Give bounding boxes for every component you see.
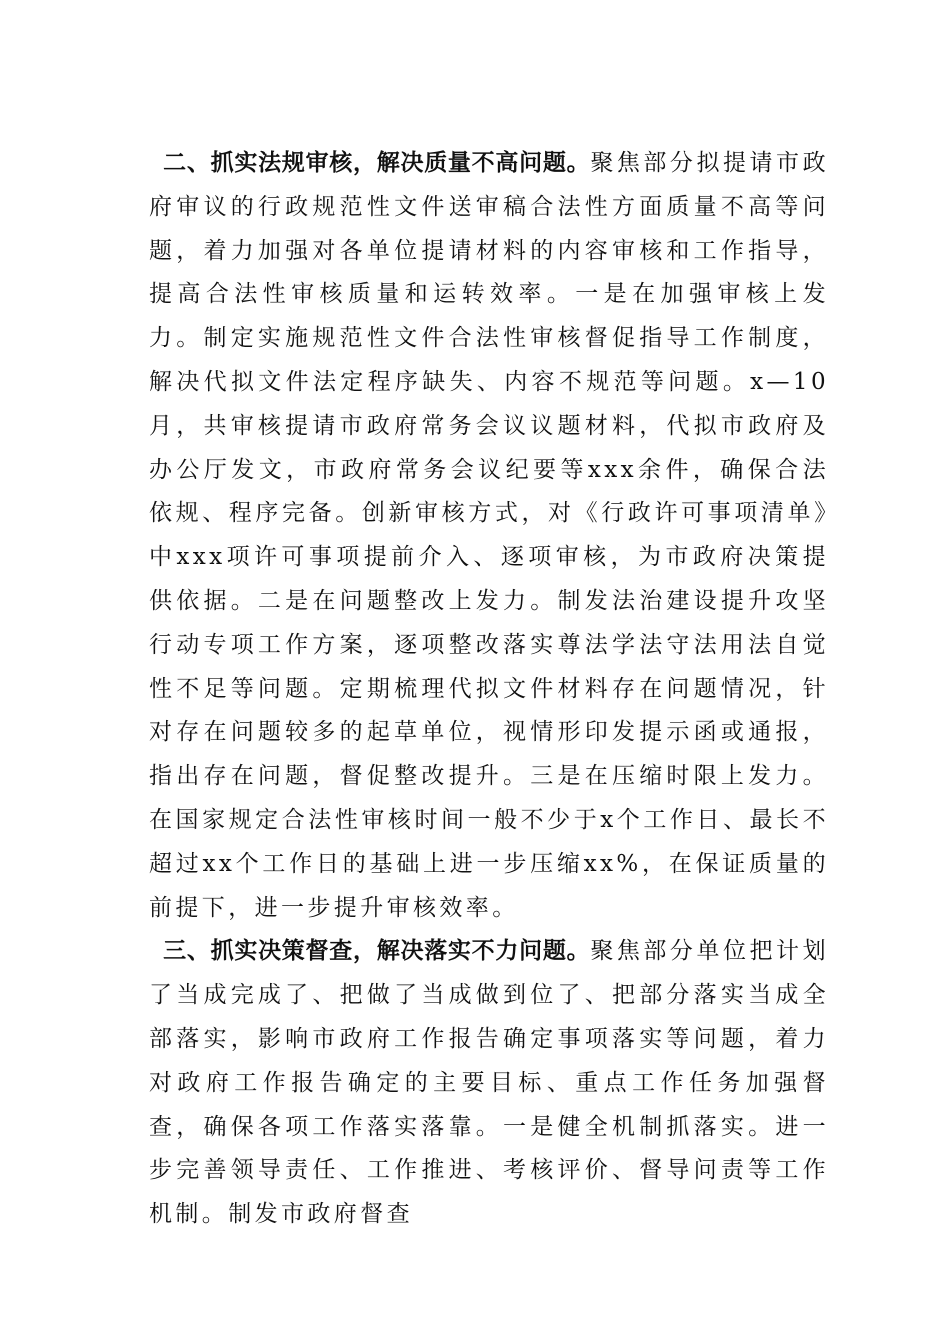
paragraph-3: [149, 930, 829, 1237]
section-heading-3: 三、抓实决策督查，解决落实不力问题。: [163, 938, 591, 965]
section-heading-2: 二、抓实法规审核，解决质量不高问题。: [163, 150, 591, 176]
paragraph-text-2: 聚焦部分拟提请市政府审议的行政规范性文件送审稿合法性方面质量不高等问题，着力加强对各单位提请材料的内容审核和工作指导，提高合法性审核质量和运转效率。一是在加强审核上发力。制定实施规范性文件合法性审核督促指导工作制度，解决代拟文件法定程序缺失、内容不规范等问题。x—10月，共审核提请市政府常务会议议题材料，代拟市政府及办公厅发文，市政府常务会议纪要等xxx余件，确保合法依规、程序完备。创新审核方式，对《行政许可事项清单》中xxx项许可事项提前介入、逐项审核，为市政府决策提供依据。二是在问题整改上发力。制发法治建设提升攻坚行动专项工作方案，逐项整改落实尊法学法守法用法自觉性不足等问题。定期梳理代拟文件材料存在问题情况，针对存在问题较多的起草单位，视情形印发提示函或通报，指出存在问题，督促整改提升。三是在压缩时限上发力。在国家规定合法性审核时间一般不少于x个工作日、最长不超过xx个工作日的基础上进一步压缩xx%，在保证质量的前提下，进一步提升审核效率。: [149, 150, 829, 921]
paragraph-text-3: 聚焦部分单位把计划了当成完成了、把做了当成做到位了、把部分落实当成全部落实，影响市政府工作报告确定事项落实等问题，着力对政府工作报告确定的主要目标、重点工作任务加强督查，确保各项工作落实落靠。一是健全机制抓落实。进一步完善领导责任、工作推进、考核评价、督导问责等工作机制。制发市政府督查: [149, 938, 829, 1228]
paragraph-2: [149, 142, 829, 930]
document-body: [149, 142, 829, 1237]
